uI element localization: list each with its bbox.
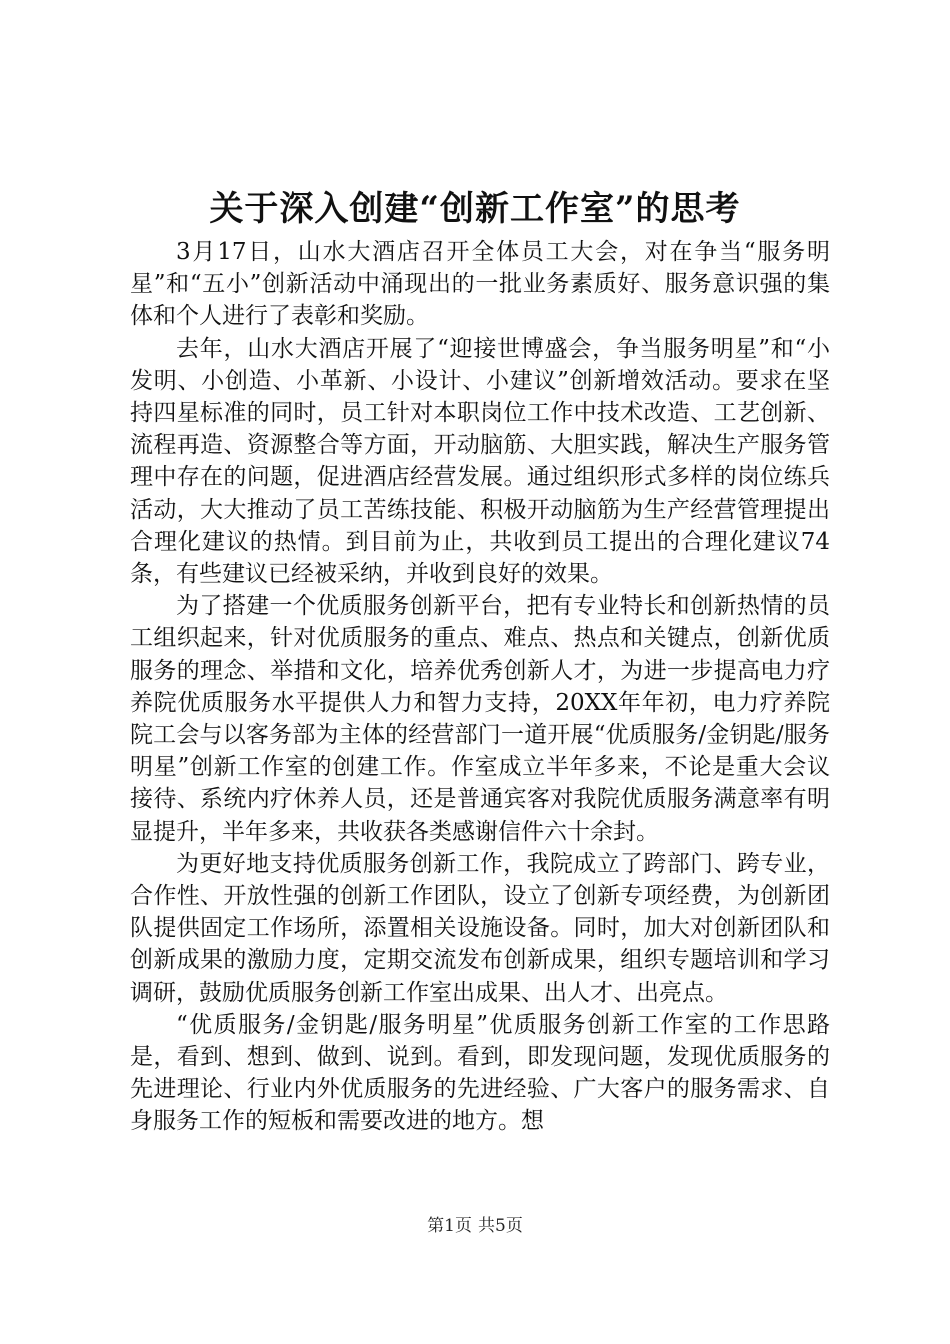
page-number: 第1页: [427, 1216, 472, 1236]
paragraph: “优质服务/金钥匙/服务明星”优质服务创新工作室的工作思路是，看到、想到、做到、说到。看到，即发现问题，发现优质服务的先进理论、行业内外优质服务的先进经验、广大客户的服务需求、自身服务工作的短板和需要改进的地方。想: [130, 1011, 830, 1135]
document-body: [130, 236, 830, 1138]
page-footer: [0, 1214, 950, 1238]
page-total: 共5页: [478, 1216, 523, 1236]
paragraph: 去年，山水大酒店开展了“迎接世博盛会，争当服务明星”和“小发明、小创造、小革新、小设计、小建议”创新增效活动。要求在坚持四星标准的同时，员工针对本职岗位工作中技术改造、工艺创新、流程再造、资源整合等方面，开动脑筋、大胆实践，解决生产服务管理中存在的问题，促进酒店经营发展。通过组织形式多样的岗位练兵活动，大大推动了员工苦练技能、积极开动脑筋为生产经营管理提出合理化建议的热情。到目前为止，共收到员工提出的合理化建议74条，有些建议已经被采纳，并收到良好的效果。: [130, 335, 830, 588]
paragraph: 为了搭建一个优质服务创新平台，把有专业特长和创新热情的员工组织起来，针对优质服务的重点、难点、热点和关键点，创新优质服务的理念、举措和文化，培养优秀创新人才，为进一步提高电力疗养院优质服务水平提供人力和智力支持，20XX年年初，电力疗养院院工会与以客务部为主体的经营部门一道开展“优质服务/金钥匙/服务明星”创新工作室的创建工作。作室成立半年多来，不论是重大会议接待、系统内疗休养人员，还是普通宾客对我院优质服务满意率有明显提升，半年多来，共收获各类感谢信件六十余封。: [130, 593, 830, 845]
paragraph: 为更好地支持优质服务创新工作，我院成立了跨部门、跨专业，合作性、开放性强的创新工作团队，设立了创新专项经费，为创新团队提供固定工作场所，添置相关设施设备。同时，加大对创新团队和创新成果的激励力度，定期交流发布创新成果，组织专题培训和学习调研，鼓励优质服务创新工作室出成果、出人才、出亮点。: [130, 850, 830, 1006]
document-title: 关于深入创建“创新工作室”的思考: [209, 189, 741, 229]
paragraph: 3月17日，山水大酒店召开全体员工大会，对在争当“服务明星”和“五小”创新活动中涌现出的一批业务素质好、服务意识强的集体和个人进行了表彰和奖励。: [130, 239, 830, 330]
